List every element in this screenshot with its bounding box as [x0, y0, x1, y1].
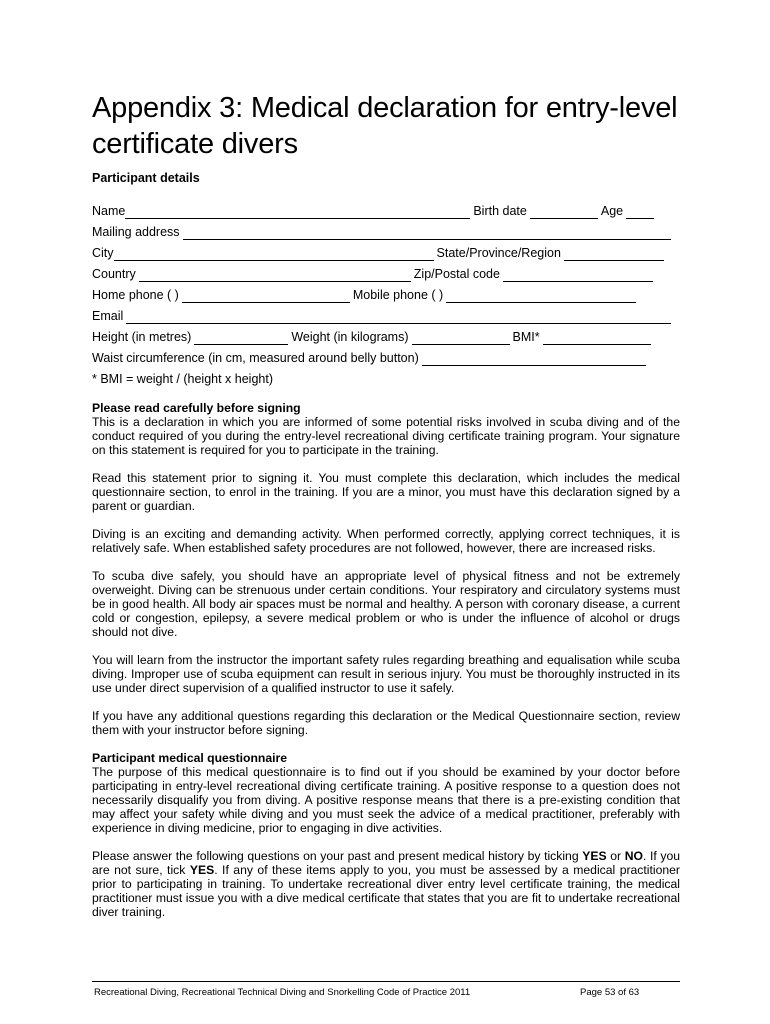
waist-label: Waist circumference (in cm, measured around belly button)	[92, 351, 419, 365]
mailing-address-label: Mailing address	[92, 225, 180, 239]
questionnaire-heading: Participant medical questionnaire	[92, 751, 288, 765]
country-label: Country	[92, 267, 136, 281]
row-phone	[92, 282, 682, 303]
birth-date-label: Birth date	[473, 204, 527, 218]
mobile-phone-label: Mobile phone ( )	[352, 288, 444, 302]
page-number: Page 53 of 63	[580, 987, 640, 998]
paragraph	[92, 849, 680, 919]
email-field[interactable]	[126, 310, 671, 324]
age-field[interactable]	[626, 205, 654, 219]
page-title: Appendix 3: Medical declaration for entry-level certificate divers	[92, 92, 678, 160]
country-field[interactable]	[139, 268, 411, 282]
row-waist	[92, 345, 682, 366]
bmi-label: BMI*	[512, 330, 540, 344]
bmi-field[interactable]	[543, 331, 651, 345]
state-label: State/Province/Region	[436, 246, 561, 260]
name-label: Name	[92, 204, 126, 218]
yes-text: YES	[582, 849, 607, 863]
row-measurements	[92, 324, 682, 345]
row-country	[92, 261, 682, 282]
paragraph: If you have any additional questions regarding this declaration or the Medical Questionnaire section, review them with your instructor before signing.	[92, 709, 680, 737]
paragraph: Read this statement prior to signing it. You must complete this declaration, which includes the medical questionnaire section, to enrol in the training. If you are a minor, you must have this declaration signed by a parent or guardian.	[92, 471, 680, 513]
state-field[interactable]	[564, 247, 664, 261]
zip-label: Zip/Postal code	[413, 267, 500, 281]
text: Please answer the following questions on your past and present medical history by ticking	[92, 849, 583, 863]
city-label: City	[92, 246, 114, 260]
footer-title: Recreational Diving, Recreational Technical Diving and Snorkelling Code of Practice 2011	[94, 987, 471, 998]
home-phone-label: Home phone ( )	[92, 288, 179, 302]
page-footer	[92, 981, 680, 998]
declaration-body	[92, 401, 680, 933]
waist-field[interactable]	[422, 352, 646, 366]
row-email	[92, 303, 682, 324]
row-mailing	[92, 219, 682, 240]
zip-field[interactable]	[503, 268, 653, 282]
participant-details-heading: Participant details	[92, 171, 200, 185]
no-text: NO	[624, 849, 643, 863]
text: or	[606, 849, 625, 863]
text: . If you are not sure, tick	[92, 849, 680, 877]
row-name	[92, 198, 682, 219]
paragraph: You will learn from the instructor the important safety rules regarding breathing and equalisation while scuba diving. Improper use of scuba equipment can result in serious injury. You must be thoroughly instructed in its use under direct supervision of a qualified instructor to use it safely.	[92, 653, 680, 695]
weight-label: Weight (in kilograms)	[291, 330, 409, 344]
age-label: Age	[600, 204, 624, 218]
birth-date-field[interactable]	[530, 205, 598, 219]
paragraph: This is a declaration in which you are informed of some potential risks involved in scuba diving and of the conduct required of you during the entry-level recreational diving certificate training program. Your signature on this statement is required for you to participate in the training.	[92, 415, 680, 457]
row-city	[92, 240, 682, 261]
read-carefully-heading: Please read carefully before signing	[92, 401, 301, 415]
participant-details-form	[92, 198, 682, 387]
mobile-phone-field[interactable]	[446, 289, 636, 303]
yes-text: YES	[189, 863, 215, 877]
name-field[interactable]	[125, 205, 470, 219]
paragraph: The purpose of this medical questionnaire is to find out if you should be examined by your doctor before participating in entry-level recreational diving certificate training. A positive response to a question does not necessarily disqualify you from diving. A positive response means that there is a pre-existing condition that may affect your safety while diving and you must seek the advice of a medical practitioner, preferably with experience in diving medicine, prior to engaging in dive activities.	[92, 765, 680, 835]
height-field[interactable]	[194, 331, 288, 345]
paragraph: To scuba dive safely, you should have an appropriate level of physical fitness and not be extremely overweight. Diving can be strenuous under certain conditions. Your respiratory and circulatory systems must be in good health. All body air spaces must be normal and healthy. A person with coronary disease, a current cold or congestion, epilepsy, a severe medical problem or who is under the influence of alcohol or drugs should not dive.	[92, 569, 680, 639]
text: . If any of these items apply to you, you must be assessed by a medical practitioner prior to participating in training. To undertake recreational diver entry level certificate training, the medical practitioner must issue you with a dive medical certificate that states that you are fit to undertake recreational diver training.	[92, 863, 680, 919]
mailing-address-field[interactable]	[183, 226, 671, 240]
height-label: Height (in metres)	[92, 330, 192, 344]
email-label: Email	[92, 309, 124, 323]
paragraph: Diving is an exciting and demanding activity. When performed correctly, applying correct techniques, it is relatively safe. When established safety procedures are not followed, however, there are increased risks.	[92, 527, 680, 555]
home-phone-field[interactable]	[182, 289, 350, 303]
city-field[interactable]	[114, 247, 434, 261]
weight-field[interactable]	[412, 331, 510, 345]
bmi-note: * BMI = weight / (height x height)	[92, 372, 273, 386]
